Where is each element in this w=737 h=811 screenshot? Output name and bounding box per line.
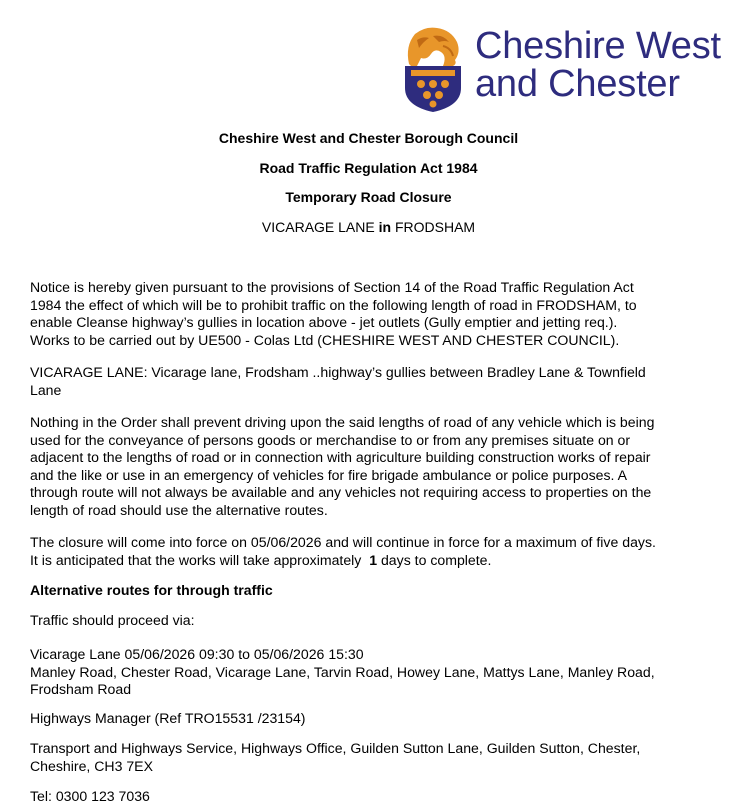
road-in: in bbox=[378, 219, 392, 235]
proceed-text: Traffic should proceed via: bbox=[30, 612, 195, 628]
exemption-line: used for the conveyance of persons goods or merchandise to or from any premises situate on or bbox=[30, 431, 631, 448]
duration-suffix: days to complete. bbox=[380, 551, 492, 568]
route-line: Manley Road, Chester Road, Vicarage Lane, Tarvin Road, Howey Lane, Mattys Lane, Manley Road, bbox=[30, 663, 655, 680]
duration-line-2 bbox=[30, 552, 720, 570]
location-paragraph bbox=[30, 364, 720, 399]
notice-line: Works to be carried out by UE500 - Colas Ltd (CHESHIRE WEST AND CHESTER COUNCIL). bbox=[30, 331, 620, 348]
logo-line-2: and Chester bbox=[475, 63, 680, 105]
highways-manager: Highways Manager (Ref TRO15531 /23154) bbox=[30, 710, 306, 726]
duration-line-1: The closure will come into force on 05/06/2026 and will continue in force for a maximum of five days. bbox=[30, 534, 656, 550]
road-heading bbox=[0, 219, 737, 235]
telephone: Tel: 0300 123 7036 bbox=[30, 788, 150, 804]
notice-paragraph bbox=[30, 279, 720, 349]
logo-wordmark bbox=[475, 25, 721, 105]
location-line: VICARAGE LANE: Vicarage lane, Frodsham ..highway’s gullies between Bradley Lane & Townfield bbox=[30, 364, 646, 380]
duration-prefix: It is anticipated that the works will take approximately bbox=[30, 551, 362, 568]
address-line: Transport and Highways Service, Highways Office, Guilden Sutton Lane, Guilden Sutton, Chester, bbox=[30, 740, 641, 756]
act-heading: Road Traffic Regulation Act 1984 bbox=[259, 160, 478, 176]
exemption-line: through route will not always be available and any vehicles not requiring access to properties on the bbox=[30, 484, 652, 501]
closure-heading: Temporary Road Closure bbox=[285, 189, 452, 205]
route-line: Frodsham Road bbox=[30, 681, 132, 698]
road-town: FRODSHAM bbox=[394, 219, 476, 235]
address-paragraph bbox=[30, 740, 720, 775]
address-line: Cheshire, CH3 7EX bbox=[30, 757, 153, 774]
logo-line-1: Cheshire West bbox=[475, 25, 721, 67]
exemption-line: and the like or use in an emergency of vehicles for fire brigade ambulance or police purposes. A bbox=[30, 466, 627, 483]
exemption-line: length of road should use the alternative routes. bbox=[30, 501, 328, 518]
route-paragraph bbox=[30, 646, 720, 699]
duration-paragraph bbox=[30, 534, 720, 569]
lion-crest-icon bbox=[403, 26, 463, 112]
council-logo bbox=[403, 24, 723, 114]
notice-line: enable Cleanse highway’s gullies in location above - jet outlets (Gully emptier and jetting req.). bbox=[30, 314, 618, 331]
location-line: Lane bbox=[30, 381, 62, 398]
alt-routes-heading: Alternative routes for through traffic bbox=[30, 582, 273, 598]
exemption-paragraph bbox=[30, 414, 720, 520]
duration-days: 1 bbox=[369, 551, 378, 568]
route-line: Vicarage Lane 05/06/2026 09:30 to 05/06/2026 15:30 bbox=[30, 646, 364, 662]
council-heading: Cheshire West and Chester Borough Council bbox=[218, 130, 519, 146]
exemption-line: Nothing in the Order shall prevent driving upon the said lengths of road of any vehicle which is being bbox=[30, 414, 655, 430]
road-name: VICARAGE LANE bbox=[261, 219, 375, 235]
notice-line: 1984 the effect of which will be to prohibit traffic on the following length of road in FRODSHAM, to bbox=[30, 296, 637, 313]
notice-line: Notice is hereby given pursuant to the provisions of Section 14 of the Road Traffic Regulation Act bbox=[30, 279, 634, 295]
exemption-line: adjacent to the lengths of road or in connection with agriculture building construction works of repair bbox=[30, 449, 651, 466]
